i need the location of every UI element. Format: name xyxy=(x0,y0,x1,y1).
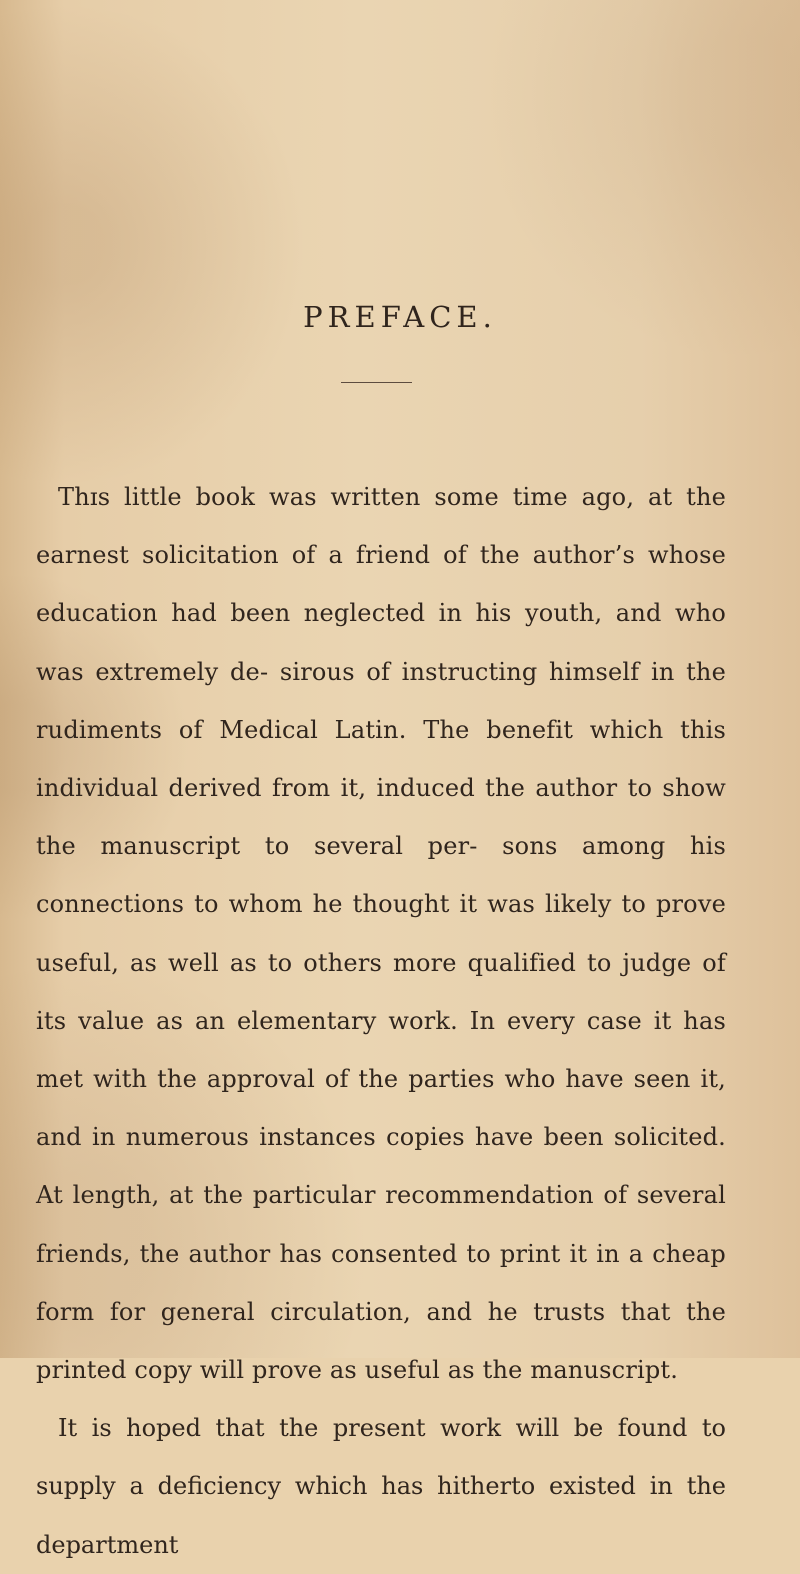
page-title: PREFACE. xyxy=(303,300,497,334)
preface-text xyxy=(36,468,726,1574)
preface-paragraph-2: It is hoped that the present work will be found to supply a deficiency which has hitherto existed in the department xyxy=(36,1414,726,1559)
preface-paragraph-1: Thɪs little book was written some time ago, at the earnest solicitation of a friend of the author’s whose education had been neglected in his youth, and who was extremely de- sirous of instructing himself in the rudiments of Medical Latin. The benefit which this individual derived from it, induced the author to show the manuscript to several per- sons among his connections to whom he thought it was likely to prove useful, as well as to others more qualified to judge of its value as an elementary work. In every case it has met with the approval of the parties who have seen it, and in numerous instances copies have been solicited. At length, at the particular recommendation of several friends, the author has consented to print it in a cheap form for general circulation, and he trusts that the printed copy will prove as useful as the manuscript. xyxy=(36,483,726,1385)
title-divider xyxy=(341,382,412,383)
